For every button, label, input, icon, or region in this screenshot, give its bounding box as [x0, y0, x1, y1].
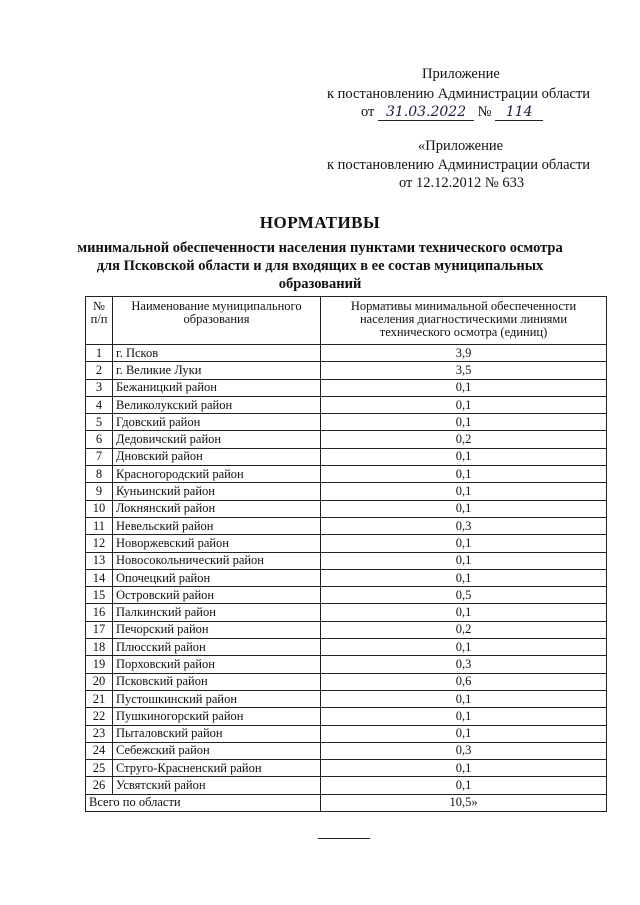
table-row [86, 673, 607, 690]
table-row [86, 690, 607, 707]
row-number: 15 [86, 587, 113, 604]
row-name: Псковский район [113, 673, 321, 690]
row-name: Плюсский район [113, 639, 321, 656]
row-name: Дновский район [113, 448, 321, 465]
row-value: 0,1 [321, 725, 607, 742]
row-value: 0,1 [321, 760, 607, 777]
row-number: 11 [86, 517, 113, 534]
row-name: Локнянский район [113, 500, 321, 517]
row-name: г. Великие Луки [113, 362, 321, 379]
table-row [86, 345, 607, 362]
row-value: 0,1 [321, 604, 607, 621]
row-value: 0,1 [321, 414, 607, 431]
row-number: 12 [86, 535, 113, 552]
row-value: 0,1 [321, 552, 607, 569]
row-value: 0,1 [321, 483, 607, 500]
row-value: 0,5 [321, 587, 607, 604]
table-row [86, 569, 607, 586]
total-value: 10,5» [321, 794, 607, 811]
table-row [86, 587, 607, 604]
row-value: 0,1 [321, 690, 607, 707]
total-row [86, 794, 607, 811]
table-header-row [86, 297, 607, 345]
row-name: Красногородский район [113, 466, 321, 483]
row-number: 3 [86, 379, 113, 396]
table-row [86, 708, 607, 725]
row-name: Порховский район [113, 656, 321, 673]
column-header-value: Нормативы минимальной обеспеченности населения диагностическими линиями технического осмотра (единиц) [321, 297, 607, 345]
row-name: Гдовский район [113, 414, 321, 431]
row-value: 0,1 [321, 448, 607, 465]
table-row [86, 604, 607, 621]
row-number: 2 [86, 362, 113, 379]
row-value: 0,3 [321, 742, 607, 759]
row-number: 26 [86, 777, 113, 794]
document-subtitle-line1: минимальной обеспеченности населения пунктами технического осмотра [77, 240, 563, 256]
total-label: Всего по области [86, 794, 321, 811]
row-name: Усвятский район [113, 777, 321, 794]
row-name: Палкинский район [113, 604, 321, 621]
table-row [86, 760, 607, 777]
row-name: Великолукский район [113, 396, 321, 413]
row-number: 23 [86, 725, 113, 742]
row-name: Пустошкинский район [113, 690, 321, 707]
row-value: 0,3 [321, 656, 607, 673]
row-number: 7 [86, 448, 113, 465]
document-subtitle-line3: образований [278, 276, 362, 292]
row-value: 0,1 [321, 466, 607, 483]
row-value: 0,1 [321, 569, 607, 586]
row-value: 0,1 [321, 500, 607, 517]
row-number: 8 [86, 466, 113, 483]
table-row [86, 362, 607, 379]
row-name: Себежский район [113, 742, 321, 759]
row-number: 18 [86, 639, 113, 656]
appendix-date-line [361, 104, 543, 121]
row-name: Новоржевский район [113, 535, 321, 552]
row-name: Опочецкий район [113, 569, 321, 586]
table-row [86, 379, 607, 396]
row-number: 1 [86, 345, 113, 362]
row-value: 0,6 [321, 673, 607, 690]
row-name: Печорский район [113, 621, 321, 638]
row-number: 17 [86, 621, 113, 638]
row-number: 13 [86, 552, 113, 569]
row-number: 25 [86, 760, 113, 777]
row-number: 10 [86, 500, 113, 517]
row-value: 0,1 [321, 535, 607, 552]
table-row [86, 639, 607, 656]
column-header-number: № п/п [86, 297, 113, 345]
row-number: 5 [86, 414, 113, 431]
row-name: Невельский район [113, 517, 321, 534]
row-number: 24 [86, 742, 113, 759]
row-number: 16 [86, 604, 113, 621]
row-value: 0,2 [321, 621, 607, 638]
row-name: Пыталовский район [113, 725, 321, 742]
table-row [86, 431, 607, 448]
table-row [86, 396, 607, 413]
table-row [86, 466, 607, 483]
table-row [86, 535, 607, 552]
row-name: Бежаницкий район [113, 379, 321, 396]
table-row [86, 500, 607, 517]
row-number: 6 [86, 431, 113, 448]
quoted-resolution-line: к постановлению Администрации области [327, 157, 591, 173]
handwritten-date: 31.03.2022 [378, 104, 474, 121]
table-row [86, 656, 607, 673]
row-name: Струго-Красненский район [113, 760, 321, 777]
row-name: Дедовичский район [113, 431, 321, 448]
column-header-name: Наименование муниципального образования [113, 297, 321, 345]
row-name: Новосокольнический район [113, 552, 321, 569]
handwritten-number: 114 [495, 104, 543, 121]
document-subtitle-line2: для Псковской области и для входящих в ее состав муниципальных [96, 258, 544, 274]
row-number: 14 [86, 569, 113, 586]
norms-table [85, 296, 607, 812]
row-value: 0,1 [321, 396, 607, 413]
row-value: 0,2 [321, 431, 607, 448]
row-name: Островский район [113, 587, 321, 604]
row-value: 0,3 [321, 517, 607, 534]
table-row [86, 414, 607, 431]
number-label: № [477, 104, 492, 120]
row-value: 0,1 [321, 777, 607, 794]
row-number: 21 [86, 690, 113, 707]
row-value: 0,1 [321, 379, 607, 396]
quoted-appendix-label: «Приложение [418, 138, 504, 154]
table-row [86, 552, 607, 569]
row-value: 0,1 [321, 708, 607, 725]
appendix-label: Приложение [422, 66, 500, 82]
end-divider [318, 838, 370, 839]
row-name: Пушкиногорский район [113, 708, 321, 725]
row-number: 22 [86, 708, 113, 725]
document-title: НОРМАТИВЫ [259, 213, 381, 232]
row-name: Куньинский район [113, 483, 321, 500]
row-value: 3,5 [321, 362, 607, 379]
table-row [86, 725, 607, 742]
quoted-date-line: от 12.12.2012 № 633 [399, 175, 525, 191]
table-row [86, 621, 607, 638]
row-number: 20 [86, 673, 113, 690]
table-row [86, 742, 607, 759]
row-number: 4 [86, 396, 113, 413]
row-name: г. Псков [113, 345, 321, 362]
date-prefix: от [361, 104, 375, 120]
table-row [86, 448, 607, 465]
row-value: 0,1 [321, 639, 607, 656]
appendix-resolution-line: к постановлению Администрации области [327, 86, 591, 102]
table-row [86, 483, 607, 500]
row-number: 19 [86, 656, 113, 673]
row-number: 9 [86, 483, 113, 500]
row-value: 3,9 [321, 345, 607, 362]
table-row [86, 517, 607, 534]
table-row [86, 777, 607, 794]
